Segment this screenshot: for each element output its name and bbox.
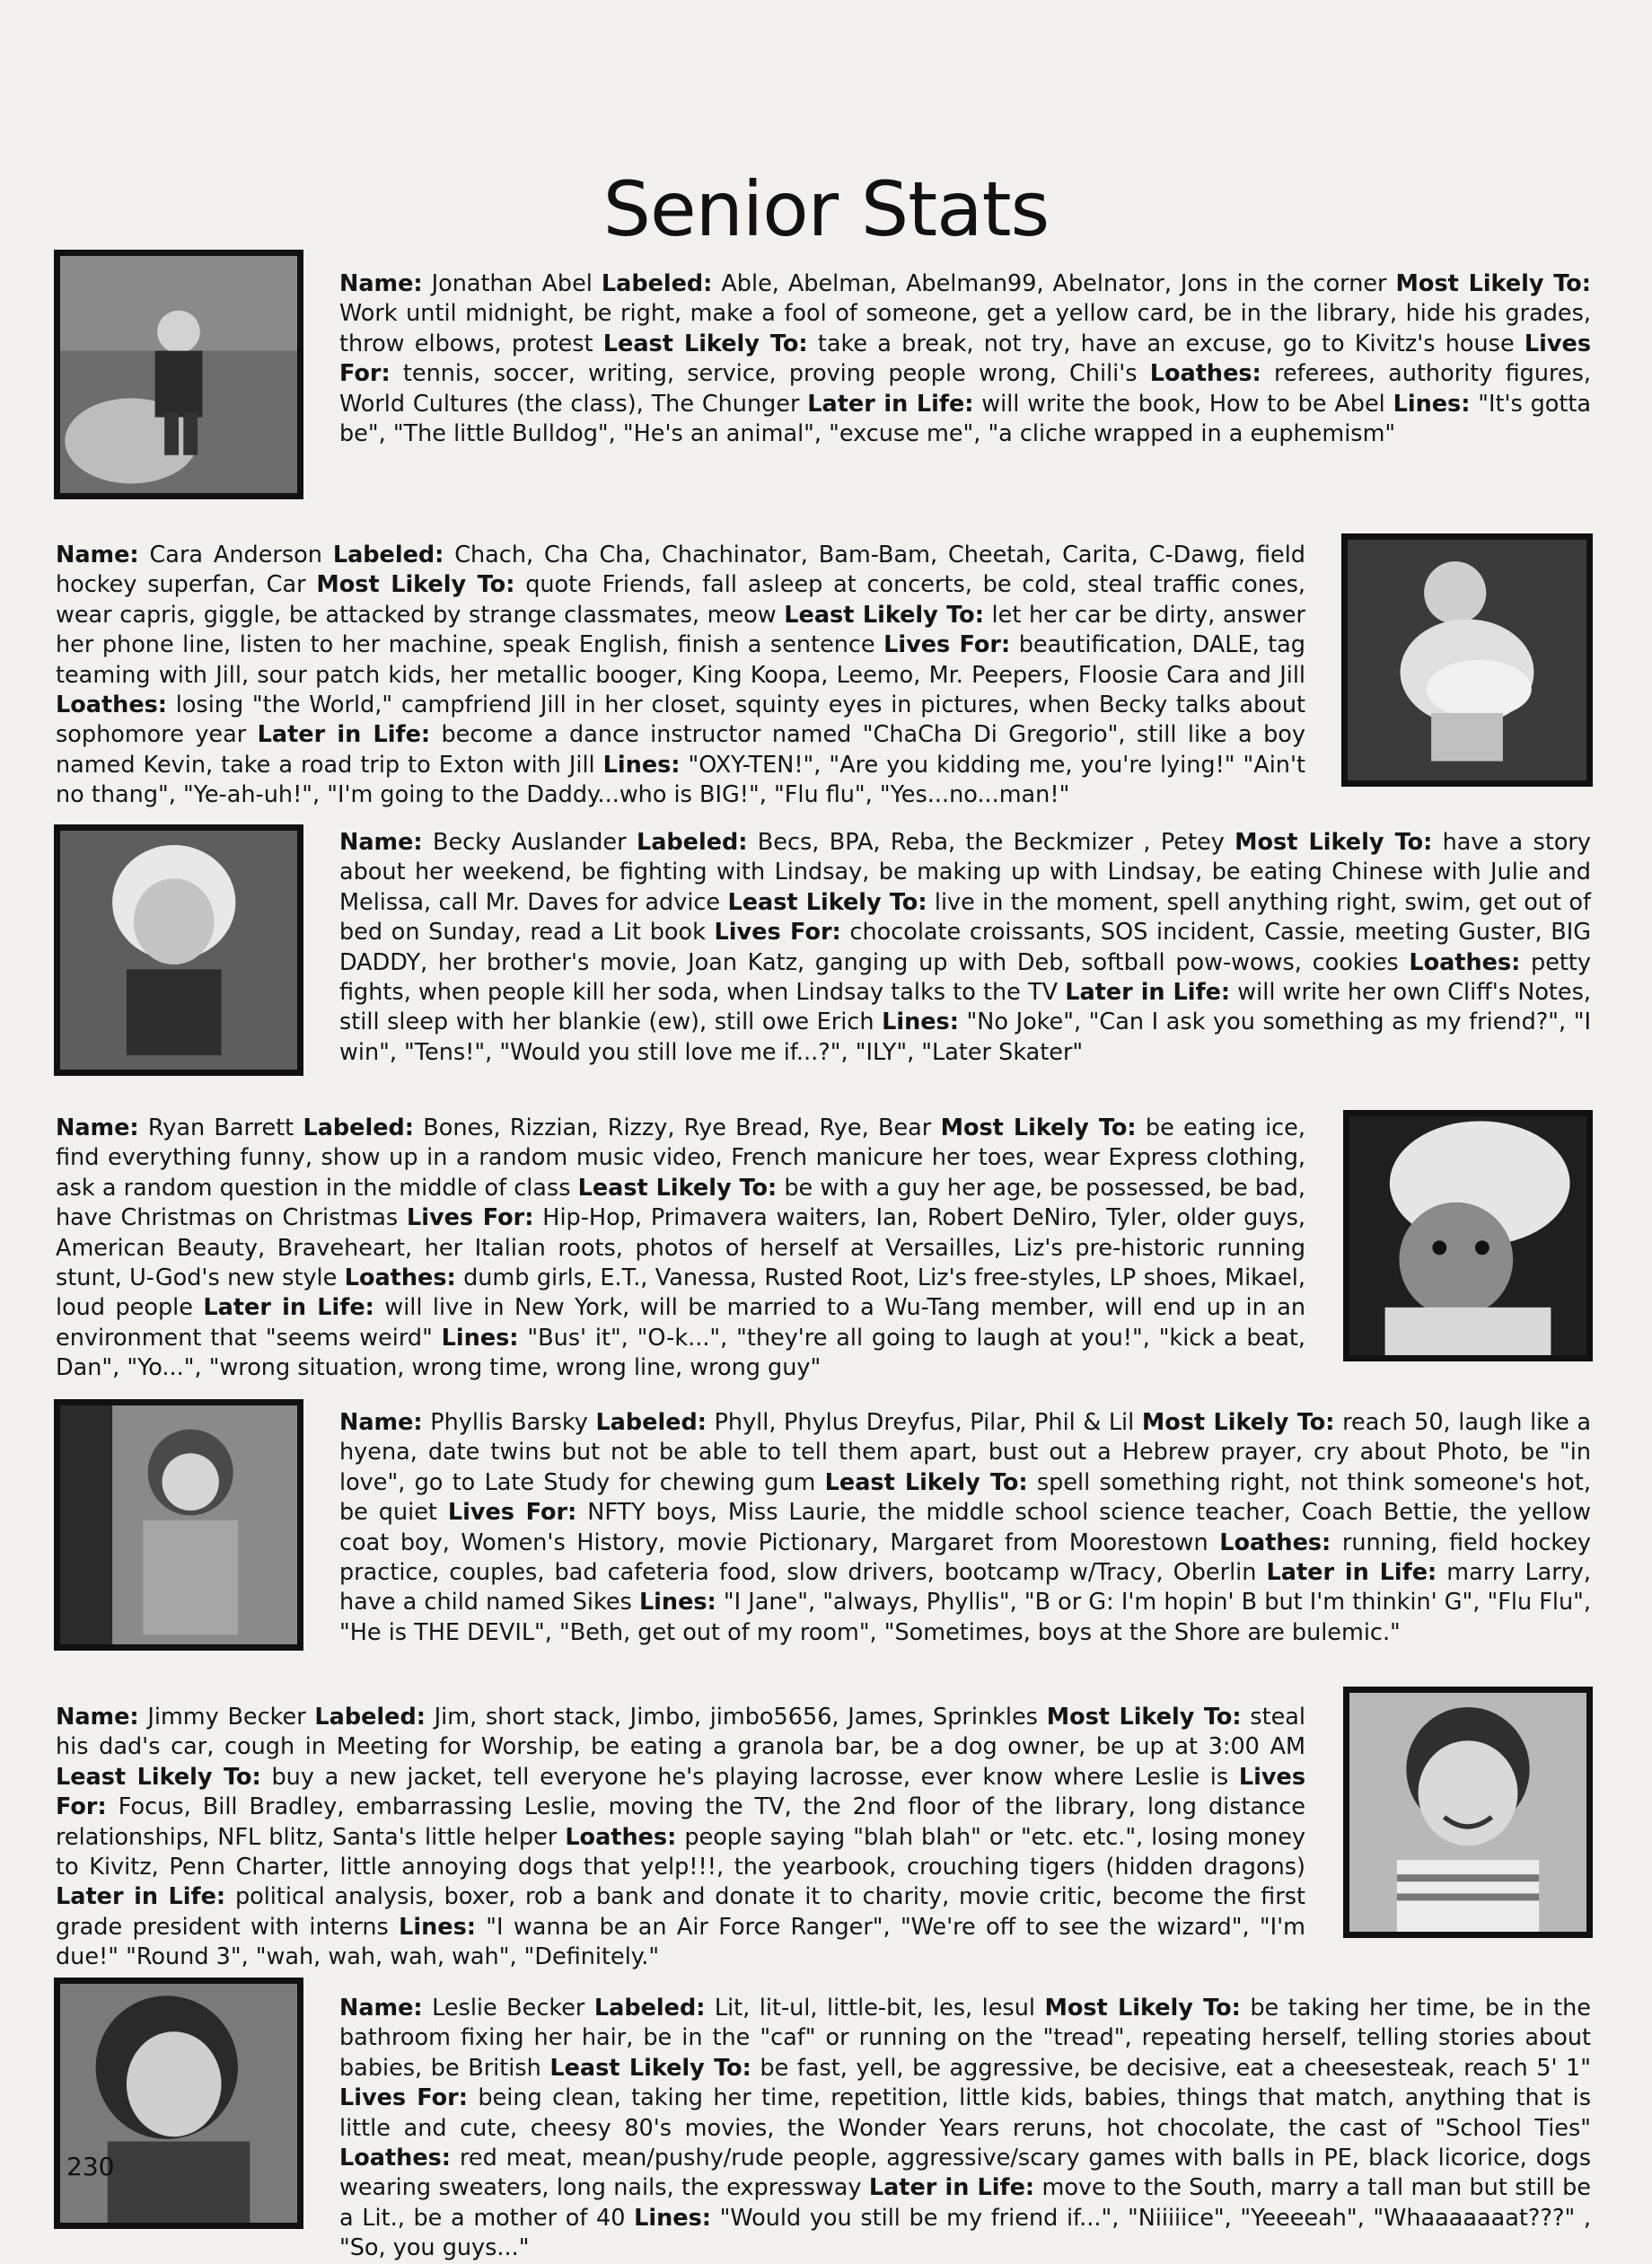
field-text: Phyll, Phylus Dreyfus, Pilar, Phil & Lil xyxy=(706,1409,1142,1436)
field-label: Labeled: xyxy=(314,1704,426,1731)
field-text: reach 50, laugh like a hyena, date twins but not be able to tell them apart, bust out a Hebrew prayer, cry about Photo, be "in love", go to Late Study for chewing gum xyxy=(339,1409,1592,1496)
field-text: tennis, soccer, writing, service, proving people wrong, Chili's xyxy=(390,360,1150,388)
field-text: beautification, DALE, tag teaming with Jill, sour patch kids, her metallic booger, King Koopa, Leemo, Mr. Peepers, Floosie Cara and Jill xyxy=(56,631,1305,689)
field-label: Lives For: xyxy=(339,2084,468,2112)
field-text: dumb girls, E.T., Vanessa, Rusted Root, Liz's free-styles, LP shoes, Mikael, loud people xyxy=(56,1264,1305,1322)
senior-bio xyxy=(56,1703,1305,1973)
field-label: Name: xyxy=(339,1995,423,2022)
field-label: Lives For: xyxy=(883,631,1011,659)
field-text: "It's gotta be", "The little Bulldog", "He's an animal", "excuse me", "a cliche wrapped in a euphemism" xyxy=(339,390,1591,448)
field-text: Jonathan Abel xyxy=(422,270,602,297)
field-text: Jim, short stack, Jimbo, jimbo5656, James, Sprinkles xyxy=(425,1704,1047,1731)
field-text: "I wanna be an Air Force Ranger", "We're off to see the wizard", "I'm due!" "Round 3", "wah, wah, wah, wah", "Definitely." xyxy=(56,1913,1305,1971)
field-label: Least Likely To: xyxy=(784,601,984,629)
field-text: running, field hockey practice, couples, bad cafeteria food, slow drivers, bootcamp w/Tracy, Oberlin xyxy=(339,1528,1591,1587)
senior-photo xyxy=(1343,1687,1593,1938)
field-text: losing "the World," campfriend Jill in her closet, squinty eyes in pictures, when Becky talks about sophomore year xyxy=(56,692,1305,749)
field-label: Name: xyxy=(339,1409,423,1436)
field-label: Least Likely To: xyxy=(727,888,927,916)
field-text: spell something right, not think someone's hot, be quiet xyxy=(339,1468,1592,1527)
field-text: Focus, Bill Bradley, embarrassing Leslie, moving the TV, the 2nd floor of the library, long distance relationships, NFL blitz, Santa's little helper xyxy=(56,1793,1305,1851)
field-label: Later in Life: xyxy=(257,721,431,749)
field-label: Labeled: xyxy=(595,1409,707,1436)
field-text: "OXY-TEN!", "Are you kidding me, you're lying!" "Ain't no thang", "Ye-ah-uh!", "I'm going to the Daddy...who is BIG!", "Flu flu", "Yes...no...man!" xyxy=(56,751,1305,809)
field-text: will write the book, How to be Abel xyxy=(973,390,1393,418)
field-text: Hip-Hop, Primavera waiters, Ian, Robert DeNiro, Tyler, older guys, American Beauty, Braveheart, her Italian roots, photos of herself at Versailles, Liz's pre-historic running stunt, U-God's new style xyxy=(56,1204,1305,1292)
field-label: Most Likely To: xyxy=(1141,1409,1335,1436)
field-label: Least Likely To: xyxy=(549,2054,751,2082)
field-label: Most Likely To: xyxy=(1044,1995,1241,2022)
field-text: buy a new jacket, tell everyone he's playing lacrosse, ever know where Leslie is xyxy=(260,1763,1239,1791)
field-text: move to the South, marry a tall man but still be a Lit., be a mother of 40 xyxy=(339,2174,1591,2232)
page-title: Senior Stats xyxy=(602,165,1050,254)
child-portrait-photo-icon xyxy=(1348,540,1586,780)
field-label: Name: xyxy=(56,1114,139,1141)
senior-photo xyxy=(1341,533,1593,787)
child-portrait-photo-icon xyxy=(60,1405,297,1644)
child-portrait-photo-icon xyxy=(60,1984,297,2223)
field-label: Later in Life: xyxy=(1065,979,1231,1007)
field-label: Loathes: xyxy=(1409,948,1521,976)
field-text: marry Larry, have a child named Sikes xyxy=(339,1559,1591,1617)
field-text: Bones, Rizzian, Rizzy, Rye Bread, Rye, Bear xyxy=(413,1114,941,1141)
field-text: will live in New York, will be married to a Wu-Tang member, will end up in an environment that "seems weird" xyxy=(56,1294,1306,1352)
field-label: Lines: xyxy=(441,1324,519,1352)
field-label: Lives For: xyxy=(406,1204,534,1232)
field-text: steal his dad's car, cough in Meeting for Worship, be eating a granola bar, be a dog owner, be up at 3:00 AM xyxy=(56,1704,1305,1761)
field-label: Loathes: xyxy=(56,692,167,719)
senior-bio xyxy=(339,828,1591,1068)
field-text: quote Friends, fall asleep at concerts, be cold, steal traffic cones, wear capris, giggle, be attacked by strange classmates, meow xyxy=(56,571,1305,629)
field-text: NFTY boys, Miss Laurie, the middle school science teacher, Coach Bettie, the yellow coat boy, Women's History, movie Pictionary, Margaret from Moorestown xyxy=(339,1499,1592,1556)
field-text: be eating ice, find everything funny, show up in a random music video, French manicure her toes, wear Express clothing, ask a random question in the middle of class xyxy=(56,1114,1305,1202)
field-text: become a dance instructor named "ChaCha Di Gregorio", still like a boy named Kevin, take a road trip to Exton with Jill xyxy=(56,721,1305,779)
field-label: Labeled: xyxy=(332,542,444,568)
field-label: Loathes: xyxy=(565,1823,677,1851)
field-text: people saying "blah blah" or "etc. etc.", losing money to Kivitz, Penn Charter, little annoying dogs that yelp!!!, the yearbook, crouching tigers (hidden dragons) xyxy=(56,1823,1305,1881)
child-portrait-photo-icon xyxy=(1349,1693,1586,1932)
senior-bio xyxy=(56,1114,1305,1384)
senior-photo xyxy=(1343,1110,1593,1361)
field-text: petty fights, when people kill her soda, when Lindsay talks to the TV xyxy=(339,948,1591,1007)
senior-photo xyxy=(54,1399,303,1651)
senior-photo xyxy=(54,250,303,499)
field-text: Leslie Becker xyxy=(422,1995,594,2022)
field-label: Lines: xyxy=(634,2204,711,2232)
field-label: Least Likely To: xyxy=(602,330,808,357)
field-label: Loathes: xyxy=(339,2145,451,2172)
field-text: Chach, Cha Cha, Chachinator, Bam-Bam, Cheetah, Carita, C-Dawg, field hockey superfan, Car xyxy=(56,542,1305,599)
field-text: Jimmy Becker xyxy=(138,1704,315,1731)
senior-photo xyxy=(54,1978,303,2229)
field-text: live in the moment, spell anything right, swim, get out of bed on Sunday, read a Lit book xyxy=(339,888,1591,947)
field-label: Most Likely To: xyxy=(940,1114,1137,1141)
field-label: Labeled: xyxy=(593,1995,706,2022)
field-label: Lives For: xyxy=(339,330,1591,388)
field-text: Phyllis Barsky xyxy=(422,1409,596,1436)
field-label: Least Likely To: xyxy=(56,1763,261,1791)
field-text: Becky Auslander xyxy=(422,829,637,856)
field-text: Lit, lit-ul, little-bit, les, lesul xyxy=(705,1995,1045,2022)
field-label: Lines: xyxy=(602,751,681,779)
field-text: "No Joke", "Can I ask you something as my friend?", "I win", "Tens!", "Would you still love me if...?", "ILY", "Later Skater" xyxy=(339,1009,1591,1066)
senior-bio xyxy=(339,1994,1591,2264)
field-label: Lives For: xyxy=(447,1499,577,1527)
field-text: "Would you still be my friend if...", "Niiiiice", "Yeeeeah", "Whaaaaaaat???" , "So, you guys..." xyxy=(339,2204,1592,2262)
field-label: Lines: xyxy=(882,1009,959,1036)
field-label: Most Likely To: xyxy=(1046,1704,1242,1731)
field-label: Loathes: xyxy=(344,1264,456,1292)
field-text: "I Jane", "always, Phyllis", "B or G: I'm hopin' B but I'm thinkin' G", "Flu Flu", "He is THE DEVIL", "Beth, get out of my room", "Sometimes, boys at the Shore are bulemic." xyxy=(339,1589,1591,1646)
senior-bio xyxy=(339,1408,1591,1648)
field-label: Later in Life: xyxy=(203,1294,374,1322)
field-label: Later in Life: xyxy=(56,1883,226,1911)
field-text: red meat, mean/pushy/rude people, aggressive/scary games with balls in PE, black licorice, dogs wearing sweaters, long nails, the expressway xyxy=(339,2145,1591,2202)
field-text: "Bus' it", "O-k...", "they're all going to laugh at you!", "kick a beat, Dan", "Yo...", "wrong situation, wrong time, wrong line, wrong guy" xyxy=(56,1324,1305,1382)
field-text: referees, authority figures, World Cultures (the class), The Chunger xyxy=(339,360,1591,418)
field-text: Ryan Barrett xyxy=(138,1114,303,1141)
field-label: Later in Life: xyxy=(807,390,974,418)
field-label: Lives For: xyxy=(56,1763,1305,1821)
field-label: Later in Life: xyxy=(868,2174,1035,2202)
field-text: be fast, yell, be aggressive, be decisive, eat a cheesesteak, reach 5' 1" xyxy=(751,2054,1591,2082)
field-label: Most Likely To: xyxy=(1395,270,1591,297)
field-text: Work until midnight, be right, make a fool of someone, get a yellow card, be in the library, hide his grades, throw elbows, protest xyxy=(339,300,1591,357)
field-text: chocolate croissants, SOS incident, Cassie, meeting Guster, BIG DADDY, her brother's movie, Joan Katz, ganging up with Deb, softball pow-wows, cookies xyxy=(339,919,1592,976)
field-text: Cara Anderson xyxy=(138,542,333,568)
field-text: let her car be dirty, answer her phone line, listen to her machine, speak English, finish a sentence xyxy=(56,601,1305,659)
field-label: Most Likely To: xyxy=(1235,829,1433,856)
field-label: Later in Life: xyxy=(1266,1559,1437,1587)
field-label: Name: xyxy=(339,270,423,297)
senior-bio xyxy=(339,269,1591,449)
field-text: being clean, taking her time, repetition, little kids, babies, things that match, anything that is little and cute, cheesy 80's movies, the Wonder Years reruns, hot chocolate, the cast of "School Ties" xyxy=(339,2084,1592,2142)
field-text: be taking her time, be in the bathroom fixing her hair, be in the "caf" or running on the "tread", repeating herself, telling stories about babies, be British xyxy=(339,1995,1591,2082)
senior-bio xyxy=(56,541,1305,811)
field-label: Name: xyxy=(56,1704,139,1731)
field-label: Labeled: xyxy=(303,1114,414,1141)
field-text: Able, Abelman, Abelman99, Abelnator, Jons in the corner xyxy=(712,270,1396,297)
field-label: Lines: xyxy=(638,1589,716,1617)
field-text: Becs, BPA, Reba, the Beckmizer , Petey xyxy=(747,829,1235,856)
field-text: political analysis, boxer, rob a bank and donate it to charity, movie critic, become the first grade president with interns xyxy=(56,1883,1306,1941)
child-portrait-photo-icon xyxy=(60,256,297,493)
field-label: Labeled: xyxy=(636,829,748,856)
field-label: Loathes: xyxy=(1219,1528,1331,1556)
child-portrait-photo-icon xyxy=(1349,1116,1586,1355)
field-text: be with a guy her age, be possessed, be bad, have Christmas on Christmas xyxy=(56,1174,1305,1232)
field-label: Lines: xyxy=(399,1913,476,1941)
field-label: Name: xyxy=(56,542,139,568)
field-text: take a break, not try, have an excuse, go to Kivitz's house xyxy=(807,330,1525,357)
child-portrait-photo-icon xyxy=(60,831,297,1070)
senior-photo xyxy=(54,824,303,1076)
field-label: Loathes: xyxy=(1149,360,1261,388)
field-label: Least Likely To: xyxy=(824,1468,1028,1496)
page-number: 230 xyxy=(66,2152,115,2181)
field-text: have a story about her weekend, be fighting with Lindsay, be making up with Lindsay, be eating Chinese with Julie and Melissa, call Mr. Daves for advice xyxy=(339,829,1591,916)
field-label: Least Likely To: xyxy=(577,1174,778,1202)
field-text: will write her own Cliff's Notes, still sleep with her blankie (ew), still owe Erich xyxy=(339,979,1591,1036)
field-label: Name: xyxy=(339,829,423,856)
field-label: Lives For: xyxy=(714,919,841,947)
field-label: Labeled: xyxy=(601,270,713,297)
field-label: Most Likely To: xyxy=(316,571,515,599)
field-label: Lines: xyxy=(1393,390,1471,418)
